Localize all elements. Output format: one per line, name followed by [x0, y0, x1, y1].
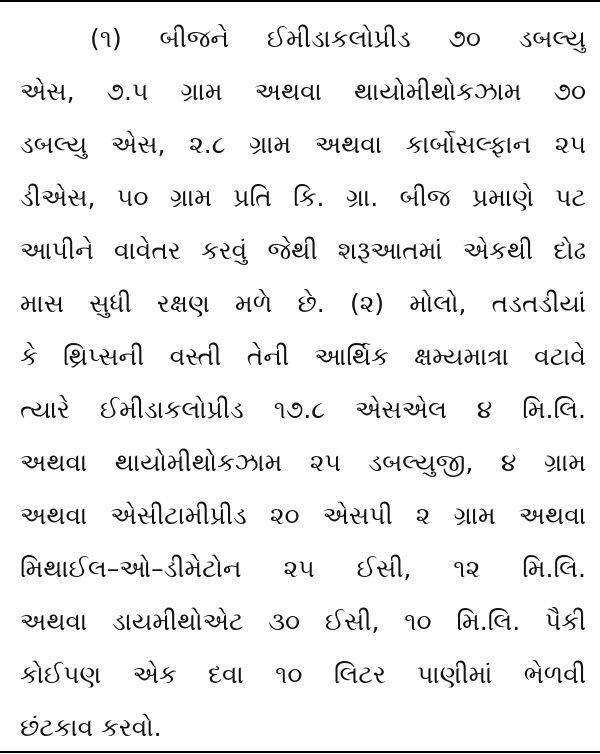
pest-control-paragraph [20, 12, 586, 754]
text-line-6: માસ સુધી રક્ષણ મળે છે. (૨) મોલો, તડતડીયાં [20, 289, 586, 318]
text-line-11: મિથાઈલ–ઓ–ડીમેટોન ૨૫ ઈસી, ૧૨ મિ.લિ. [20, 554, 586, 583]
text-line-10: અથવા એસીટામીપ્રીડ ૨૦ એસપી ૨ ગ્રામ અથવા [20, 501, 586, 530]
text-line-2: એસ, ૭.૫ ગ્રામ અથવા થાયોમીથોકઝામ ૭૦ [20, 77, 586, 106]
text-line-1: (૧) બીજને ઈમીડાકલોપ્રીડ ૭૦ ડબલ્યુ [90, 24, 586, 53]
text-line-9: અથવા થાયોમીથોકઝામ ૨૫ ડબલ્યુજી, ૪ ગ્રામ [20, 448, 586, 477]
text-line-4: ડીએસ, ૫૦ ગ્રામ પ્રતિ કિ. ગ્રા. બીજ પ્રમાણે પટ [20, 183, 586, 212]
text-line-12: અથવા ડાયમીથોએટ ૩૦ ઈસી, ૧૦ મિ.લિ. પૈકી [20, 607, 586, 636]
text-line-13: કોઈપણ એક દવા ૧૦ લિટર પાણીમાં ભેળવી [20, 660, 586, 689]
text-line-8: ત્યારે ઈમીડાકલોપ્રીડ ૧૭.૮ એસએલ ૪ મિ.લિ. [20, 395, 586, 424]
text-line-14: છંટકાવ કરવો. [20, 713, 162, 742]
text-line-5: આપીને વાવેતર કરવું જેથી શરૂઆતમાં એકથી દોઢ [20, 236, 586, 265]
text-line-7: કે થ્રિપ્સની વસ્તી તેની આર્થિક ક્ષમ્યમાત્રા વટાવે [20, 342, 586, 371]
text-line-3: ડબલ્યુ એસ, ૨.૮ ગ્રામ અથવા કાર્બોસલ્ફાન ૨૫ [20, 130, 586, 159]
